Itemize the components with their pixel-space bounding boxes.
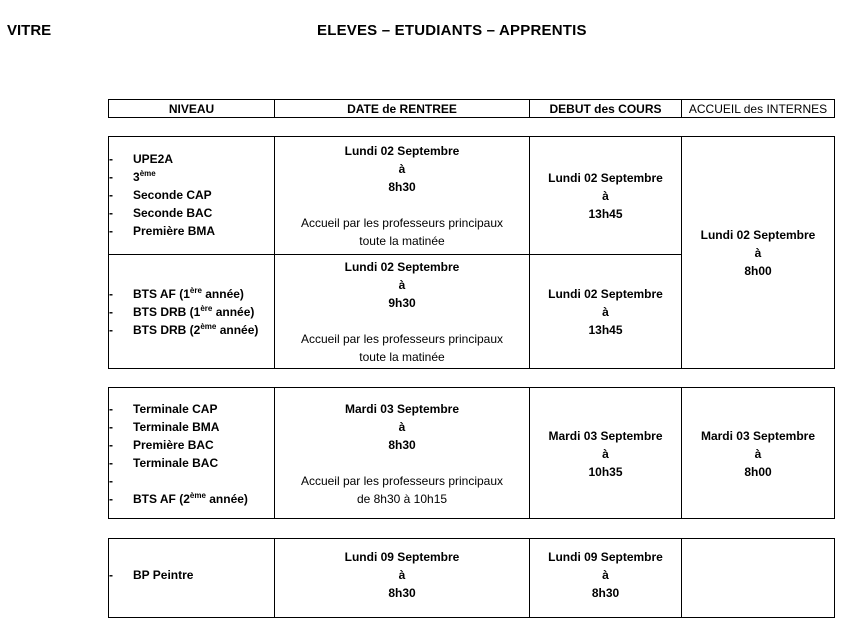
level-item: - BP Peintre bbox=[109, 566, 274, 584]
schedule-group-2 bbox=[108, 387, 835, 519]
site-name: VITRE bbox=[7, 22, 52, 39]
column-header-niveau: NIVEAU bbox=[168, 101, 215, 116]
level-cell bbox=[109, 566, 274, 584]
level-item: - 3ème bbox=[109, 168, 274, 186]
schedule-group-3 bbox=[108, 538, 835, 618]
internes-cell: Lundi 02 Septembre à 8h00 bbox=[700, 228, 816, 278]
debut-cell: Mardi 03 Septembre à 10h35 bbox=[548, 429, 663, 479]
level-item: - Seconde BAC bbox=[109, 204, 274, 222]
rentree-cell: Lundi 02 Septembre à 9h30 Accueil par les professeurs principaux toute la matinée bbox=[300, 260, 504, 364]
debut-cell: Lundi 02 Septembre à 13h45 bbox=[548, 171, 663, 221]
level-item: - UPE2A bbox=[109, 150, 274, 168]
rentree-cell: Mardi 03 Septembre à 8h30 Accueil par les professeurs principaux de 8h30 à 10h15 bbox=[300, 402, 504, 506]
rentree-cell: Lundi 09 Septembre à 8h30 bbox=[344, 550, 460, 600]
level-item: - Seconde CAP bbox=[109, 186, 274, 204]
column-header-date-rentree: DATE de RENTREE bbox=[347, 101, 457, 116]
level-item: - BTS AF (1ère année) bbox=[109, 285, 274, 303]
rentree-cell: Lundi 02 Septembre à 8h30 Accueil par les professeurs principaux toute la matinée bbox=[300, 144, 504, 248]
level-item: - Terminale BMA bbox=[109, 418, 274, 436]
level-cell bbox=[109, 400, 274, 508]
internes-cell: Mardi 03 Septembre à 8h00 bbox=[700, 429, 816, 479]
level-item: - Première BAC bbox=[109, 436, 274, 454]
level-cell bbox=[109, 150, 274, 240]
document-title: ELEVES – ETUDIANTS – APPRENTIS bbox=[317, 22, 587, 39]
schedule-group-1 bbox=[108, 136, 835, 369]
page-header bbox=[0, 20, 841, 44]
column-header-accueil-internes: ACCUEIL des INTERNES bbox=[688, 101, 828, 116]
level-item: - Terminale CAP bbox=[109, 400, 274, 418]
level-item: - Terminale BAC bbox=[109, 454, 274, 472]
level-item: - BTS AF (2ème année) bbox=[109, 490, 274, 508]
column-header-row bbox=[108, 99, 835, 118]
level-cell bbox=[109, 285, 274, 339]
level-item: - BTS DRB (2ème année) bbox=[109, 321, 274, 339]
column-header-debut-cours: DEBUT des COURS bbox=[549, 101, 662, 116]
level-item: - Première BMA bbox=[109, 222, 274, 240]
debut-cell: Lundi 09 Septembre à 8h30 bbox=[548, 550, 663, 600]
level-spacer bbox=[109, 472, 274, 490]
level-item: - BTS DRB (1ère année) bbox=[109, 303, 274, 321]
debut-cell: Lundi 02 Septembre à 13h45 bbox=[548, 287, 663, 337]
